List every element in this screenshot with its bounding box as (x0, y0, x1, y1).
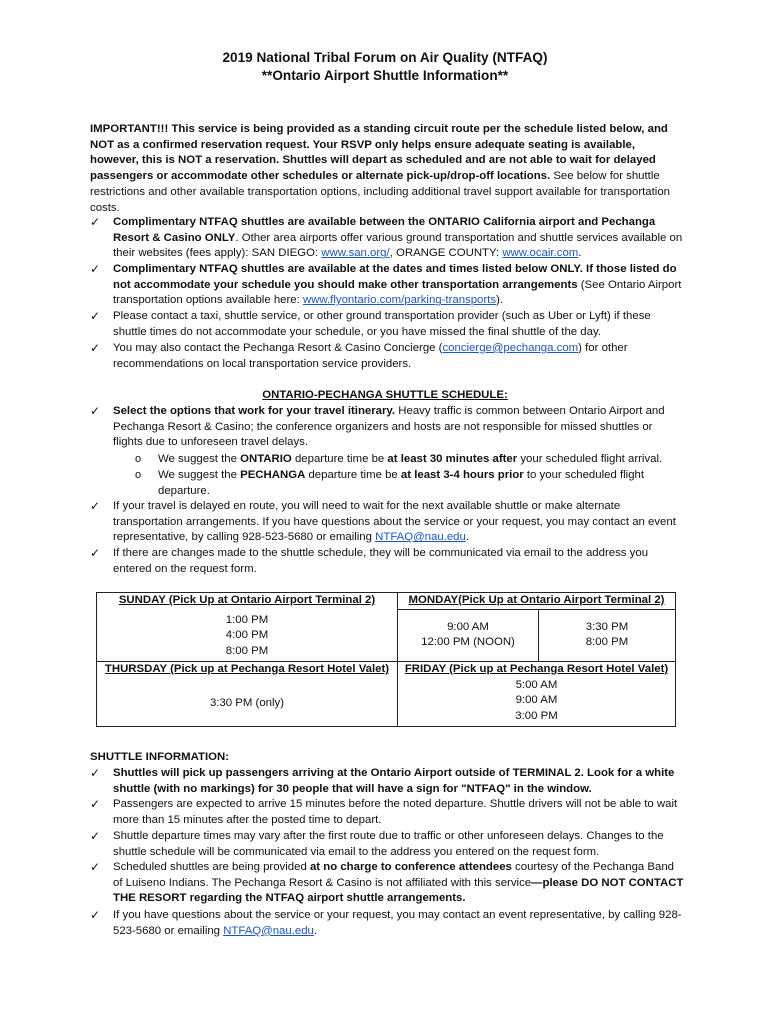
list-item-times-vary: Shuttle departure times may vary after the first route due to traffic or other unforeseen delays. Changes to the shuttle schedule will be communicated via email to the address you entered on the request form. (113, 830, 664, 858)
list-item-taxi: Please contact a taxi, shuttle service, or other ground transportation provider (such as Uber or Lyft) if these shuttle times do not accommodate your schedule, or you have missed the final shuttle of the day. (113, 310, 651, 338)
list-item-pickup: Shuttles will pick up passengers arriving at the Ontario Airport outside of TERMINAL 2. Look for a white shuttle (with no markings) for 30 people that will have a sign for "NTFAQ" in the window. (113, 767, 675, 795)
item-bold: at least 3-4 hours prior (400, 469, 524, 481)
sub-item-ontario (158, 452, 678, 468)
item-text: ) for other recommendations on local transportation service providers. (113, 342, 628, 370)
monday-time: 9:00 AM (447, 620, 489, 633)
item-text: If you have questions about the service or your request, you may contact an event representative, by calling 928-523-5680 or emailing (113, 909, 682, 937)
friday-time: 9:00 AM (515, 694, 558, 707)
sunday-time: 8:00 PM (225, 645, 269, 658)
item-text: We suggest the (158, 469, 241, 481)
check-icon: ✓ (90, 546, 101, 560)
item-text: departure time be (305, 469, 401, 481)
document-title: 2019 National Tribal Forum on Air Quality (NTFAQ) (222, 50, 548, 65)
list-item-changes: If there are changes made to the shuttle schedule, they will be communicated via email to the address you entered on the request form. (113, 547, 649, 575)
list-item-itinerary (113, 404, 685, 451)
item-bold: ONTARIO (240, 453, 292, 465)
item-bold: Select the options that work for your travel itinerary. (113, 405, 396, 417)
item-text: . Other area airports offer various ground transportation and shuttle services available on their websites (fees apply): SAN DIEGO: (113, 231, 683, 260)
item-text: ). (496, 294, 504, 307)
list-item-arrive-early: Passengers are expected to arrive 15 minutes before the noted departure. Shuttle drivers will not be able to wait more than 15 minutes after the posted time to depart. (113, 798, 678, 826)
thursday-time: 3:30 PM (only) (209, 696, 285, 709)
monday-header-cell (398, 593, 676, 610)
san-diego-link[interactable]: www.san.org/ (321, 247, 390, 260)
shuttle-info-heading: SHUTTLE INFORMATION: (90, 751, 229, 763)
item-bold: at least 30 minutes after (387, 453, 518, 465)
monday-time: 3:30 PM (585, 620, 629, 633)
important-rest-text: See below for shuttle restrictions and other available transportation options, including additional travel support available for transportation costs. (90, 170, 670, 214)
item-bold: PECHANGA (240, 469, 306, 481)
monday-left-cell (398, 609, 539, 661)
check-icon: ✓ (90, 829, 101, 843)
check-icon: ✓ (90, 341, 101, 355)
list-item-dates (113, 262, 685, 309)
monday-header: MONDAY(Pick Up at Ontario Airport Terminal 2) (408, 594, 665, 606)
item-text: departure time be (291, 453, 388, 465)
item-text: . (578, 247, 582, 260)
check-icon: ✓ (90, 766, 101, 780)
check-icon: ✓ (90, 860, 101, 874)
thursday-cell (97, 661, 398, 726)
item-text: Scheduled shuttles are being provided (113, 861, 310, 873)
item-text: to your scheduled flight departure. (158, 469, 645, 497)
document-subtitle: **Ontario Airport Shuttle Information** (261, 68, 509, 83)
check-icon: ✓ (90, 797, 101, 811)
flyontario-link[interactable]: www.flyontario.com/parking-transports (302, 294, 497, 307)
sub-bullet-icon: o (135, 453, 142, 465)
orange-county-link[interactable]: www.ocair.com (502, 247, 579, 260)
concierge-email-link[interactable]: concierge@pechanga.com (442, 342, 579, 354)
item-text: We suggest the (158, 453, 241, 465)
item-bold: Complimentary NTFAQ shuttles are available between the ONTARIO California airport and Pechanga Resort & Casino ONLY (113, 216, 656, 244)
item-text: courtesy of the Pechanga Band of Luiseno Indians. The Pechanga Resort & Casino is not affiliated with this service (113, 861, 675, 889)
item-bold: Complimentary NTFAQ shuttles are available at the dates and times listed below ONLY. If those listed do not accommodate your schedule you should make other transportation arrangements (113, 263, 677, 291)
sunday-header: SUNDAY (Pick Up at Ontario Airport Terminal 2) (118, 594, 376, 606)
check-icon: ✓ (90, 215, 101, 229)
sunday-cell (97, 593, 398, 662)
sunday-time: 1:00 PM (225, 613, 269, 626)
item-text: You may also contact the Pechanga Resort & Casino Concierge ( (113, 342, 443, 354)
friday-time: 3:00 PM (515, 709, 558, 722)
check-icon: ✓ (90, 499, 101, 513)
item-text: If your travel is delayed en route, you will need to wait for the next available shuttle or make alternate transportation arrangements. If you have questions about the service or your request, you may contact an event representative, by calling 928-523-5680 or emailing (113, 500, 676, 544)
item-text: Heavy traffic is common between Ontario Airport and Pechanga Resort & Casino; the conference organizers and hosts are not responsible for missed shuttles or flights due to unforeseen travel delays. (113, 405, 665, 449)
ntfaq-email-link-2[interactable]: NTFAQ@nau.edu (223, 924, 314, 937)
friday-time: 5:00 AM (515, 678, 558, 691)
list-item-questions (113, 908, 685, 939)
item-text: (See Ontario Airport transportation options available here: (113, 278, 682, 307)
friday-cell (398, 661, 676, 726)
monday-time: 12:00 PM (NOON) (421, 636, 515, 649)
monday-right-cell (539, 609, 676, 661)
item-text: . (465, 531, 470, 544)
list-item-airports (113, 215, 685, 262)
item-text: , ORANGE COUNTY: (389, 247, 503, 260)
list-item-delayed (113, 499, 685, 546)
sub-item-pechanga (158, 468, 678, 499)
item-bold: —please DO NOT CONTACT THE RESORT regarding the NTFAQ airport shuttle arrangements. (113, 876, 684, 905)
item-text: your scheduled flight arrival. (517, 453, 663, 465)
list-item-no-charge (113, 860, 685, 907)
check-icon: ✓ (90, 404, 101, 418)
sub-bullet-icon: o (135, 469, 142, 481)
check-icon: ✓ (90, 309, 101, 323)
table-row (97, 661, 676, 726)
important-paragraph (90, 122, 682, 216)
schedule-heading: ONTARIO-PECHANGA SHUTTLE SCHEDULE: (262, 389, 508, 401)
list-item-concierge (113, 341, 685, 372)
monday-time: 8:00 PM (585, 636, 629, 649)
check-icon: ✓ (90, 262, 101, 276)
shuttle-schedule-table (96, 592, 676, 727)
item-text: . (313, 924, 318, 937)
thursday-header: THURSDAY (Pick up at Pechanga Resort Hotel Valet) (104, 662, 390, 675)
important-bold-text: IMPORTANT!!! This service is being provided as a standing circuit route per the schedule listed below, and NOT as a confirmed reservation request. Your RSVP only helps ensure adequate seating is available, however, this is NOT a reservation. Shuttles will depart as scheduled and are not able to wait for delayed passengers or accommodate other schedules or alternate pick-up/drop-off locations. (90, 123, 668, 183)
table-row (97, 593, 676, 610)
item-bold: at no charge to conference attendees (309, 861, 512, 873)
ntfaq-email-link[interactable]: NTFAQ@nau.edu (375, 531, 466, 544)
check-icon: ✓ (90, 908, 101, 922)
friday-header: FRIDAY (Pick up at Pechanga Resort Hotel Valet) (404, 662, 669, 675)
sunday-time: 4:00 PM (225, 629, 269, 642)
